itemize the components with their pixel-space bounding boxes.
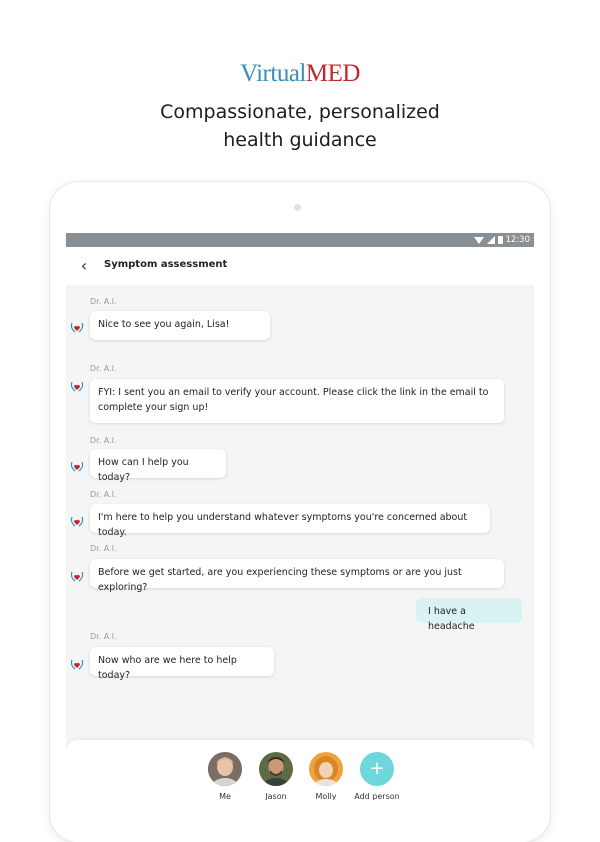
message-sender: Dr. A.I. xyxy=(90,544,117,553)
doctor-heart-icon xyxy=(70,659,84,671)
person-jason[interactable] xyxy=(251,752,301,800)
doctor-heart-icon xyxy=(70,571,84,583)
chat-bubble: I'm here to help you understand whatever symptoms you're concerned about today. xyxy=(90,504,490,533)
person-name: Me xyxy=(219,792,231,800)
person-name: Jason xyxy=(265,792,287,800)
message-sender: Dr. A.I. xyxy=(90,436,117,445)
person-name: Add person xyxy=(354,792,400,800)
plus-icon: + xyxy=(360,752,394,786)
chat-bubble: Now who are we here to help today? xyxy=(90,647,274,676)
doctor-heart-icon xyxy=(70,322,84,334)
chat-thread[interactable] xyxy=(66,285,534,740)
avatar xyxy=(309,752,343,786)
message-sender: Dr. A.I. xyxy=(90,490,117,499)
chat-bubble: Before we get started, are you experiencing these symptoms or are you just exploring? xyxy=(90,559,504,588)
brand-logo xyxy=(0,60,600,88)
brand-med: MED xyxy=(305,60,360,87)
doctor-heart-icon xyxy=(70,461,84,473)
avatar xyxy=(259,752,293,786)
message-sender: Dr. A.I. xyxy=(90,364,117,373)
chat-bubble: FYI: I sent you an email to verify your account. Please click the link in the email to complete your sign up! xyxy=(90,379,504,423)
status-bar xyxy=(66,233,534,247)
person-selector xyxy=(66,740,534,800)
app-bar xyxy=(66,247,534,285)
battery-icon xyxy=(498,236,503,244)
person-molly[interactable] xyxy=(301,752,351,800)
doctor-heart-icon xyxy=(70,381,84,393)
add-person-button[interactable] xyxy=(352,752,402,800)
avatar xyxy=(208,752,242,786)
app-screen xyxy=(66,233,534,800)
person-photo-icon xyxy=(309,752,343,786)
tagline-line2: health guidance xyxy=(223,129,377,151)
wifi-icon xyxy=(474,237,484,244)
tagline-line1: Compassionate, personalized xyxy=(160,101,440,123)
message-sender: Dr. A.I. xyxy=(90,297,117,306)
person-me[interactable] xyxy=(200,752,250,800)
person-photo-icon xyxy=(208,752,242,786)
tagline xyxy=(0,98,600,154)
status-time: 12:30 xyxy=(505,235,530,245)
chat-bubble: Nice to see you again, Lisa! xyxy=(90,311,270,340)
brand-virtual: Virtual xyxy=(240,60,306,87)
user-reply-bubble: I have a headache xyxy=(416,598,522,623)
person-photo-icon xyxy=(259,752,293,786)
chat-bubble: How can I help you today? xyxy=(90,449,226,478)
camera-dot xyxy=(294,204,301,211)
doctor-heart-icon xyxy=(70,516,84,528)
page-title: Symptom assessment xyxy=(104,259,228,270)
message-sender: Dr. A.I. xyxy=(90,632,117,641)
back-arrow-icon[interactable]: ‹ xyxy=(80,256,88,275)
person-name: Molly xyxy=(315,792,337,800)
signal-icon xyxy=(487,236,495,244)
